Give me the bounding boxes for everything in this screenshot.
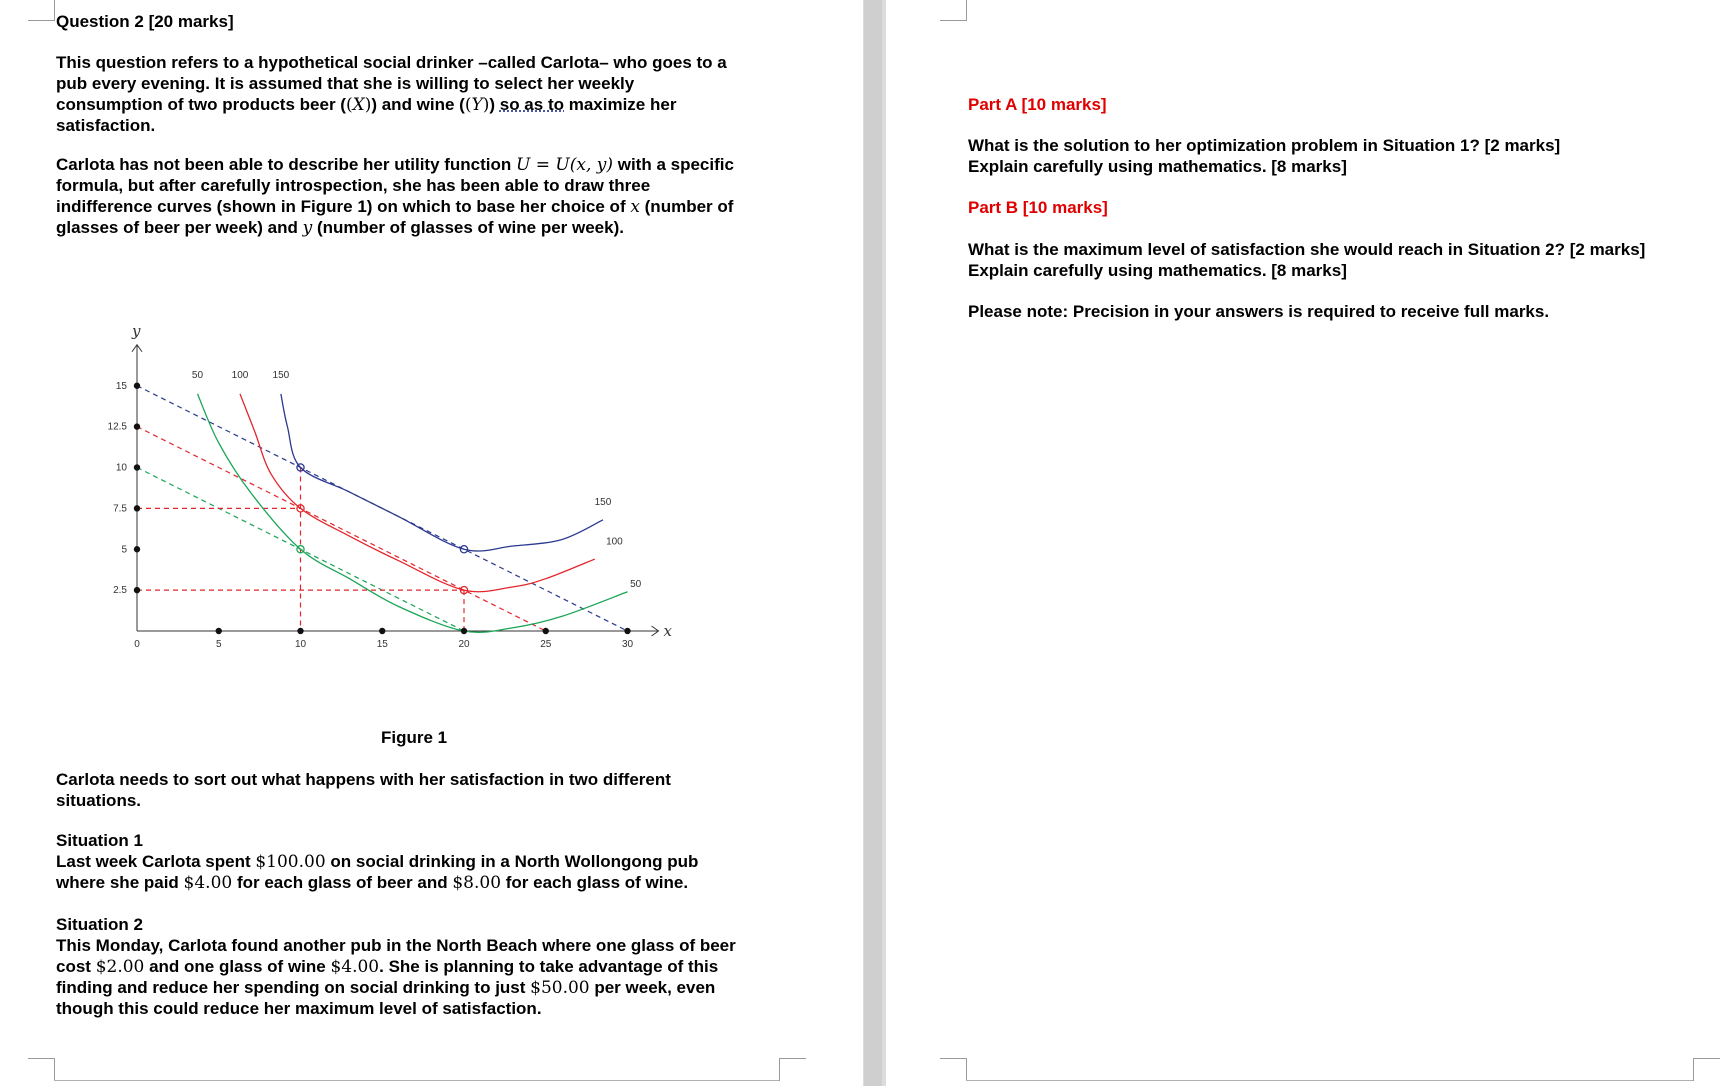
page-bottom-border — [966, 1080, 1693, 1081]
curve-label-top: 50 — [191, 369, 204, 381]
x-tick-label: 0 — [134, 639, 140, 650]
x-tick-label: 10 — [294, 639, 307, 650]
margin-corner-mark — [940, 0, 967, 21]
figure-1-chart — [80, 305, 720, 665]
para2-line-2: formula, but after carefully introspection, she has been able to draw three — [56, 176, 651, 195]
x-axis-dot — [379, 628, 385, 634]
question-title: Question 2 [20 marks] — [56, 12, 234, 31]
scrollbar-track[interactable] — [864, 0, 882, 1086]
para2-line-4: glasses of beer per week) and y (number of glasses of wine per week). — [56, 218, 624, 238]
y-tick-label: 2.5 — [113, 585, 127, 597]
intro-line-4: satisfaction. — [56, 116, 156, 135]
y-axis-dot — [134, 423, 140, 429]
situation2-line-3: finding and reduce her spending on social drinking to just $50.00 per week, even — [56, 978, 716, 998]
y-tick-label: 15 — [115, 380, 127, 392]
y-axis-dot — [134, 464, 140, 470]
situation1-title: Situation 1 — [56, 831, 143, 850]
document-page-right — [886, 0, 1723, 1086]
para2-line-1: Carlota has not been able to describe her utility function U = U(x, y) with a specific — [56, 155, 734, 175]
curve-label-right: 100 — [606, 536, 623, 548]
x-axis-dot — [461, 628, 467, 634]
y-tick-label: 5 — [121, 544, 127, 556]
margin-corner-mark — [940, 1058, 967, 1081]
y-axis-dot — [134, 587, 140, 593]
partB-instruction: Explain carefully using mathematics. [8 marks] — [968, 261, 1347, 280]
situation1-line-2: where she paid $4.00 for each glass of beer and $8.00 for each glass of wine. — [56, 873, 689, 893]
curve-label-top: 150 — [272, 369, 290, 381]
x-axis-dot — [624, 628, 630, 634]
situation2-line-1: This Monday, Carlota found another pub in the North Beach where one glass of beer — [56, 936, 736, 955]
x-axis-dot — [543, 628, 549, 634]
x-axis-dot — [297, 628, 303, 634]
x-axis-label: x — [663, 622, 672, 640]
partB-question: What is the maximum level of satisfaction she would reach in Situation 2? [2 marks] — [968, 240, 1646, 259]
indifference-curve-50 — [197, 394, 627, 632]
x-tick-label: 25 — [540, 639, 552, 650]
indifference-curve-150 — [281, 394, 603, 551]
y-axis-dot — [134, 546, 140, 552]
para3-line-1: Carlota needs to sort out what happens with her satisfaction in two different — [56, 770, 671, 789]
para3-line-2: situations. — [56, 791, 142, 810]
situation2-line-4: though this could reduce her maximum level of satisfaction. — [56, 999, 542, 1018]
figure-caption: Figure 1 — [381, 728, 448, 747]
partA-question: What is the solution to her optimization problem in Situation 1? [2 marks] — [968, 136, 1561, 155]
x-tick-label: 5 — [215, 639, 222, 650]
y-tick-label: 12.5 — [107, 421, 127, 433]
precision-note: Please note: Precision in your answers is required to receive full marks. — [968, 302, 1550, 321]
y-axis-dot — [134, 383, 140, 389]
situation2-title: Situation 2 — [56, 915, 143, 934]
y-axis-label: y — [132, 321, 141, 340]
grammar-underline: so as to — [499, 95, 564, 114]
curve-label-top: 100 — [231, 369, 249, 381]
curve-label-right: 50 — [630, 578, 642, 590]
x-tick-label: 30 — [621, 639, 634, 650]
curve-label-right: 150 — [594, 497, 612, 509]
budget-line-red — [137, 427, 546, 631]
para2-line-3: indifference curves (shown in Figure 1) on which to base her choice of x (number of — [56, 197, 734, 217]
situation1-line-1: Last week Carlota spent $100.00 on social drinking in a North Wollongong pub — [56, 852, 699, 872]
x-tick-label: 20 — [458, 639, 470, 650]
partB-title: Part B [10 marks] — [968, 198, 1108, 217]
page-bottom-border — [54, 1080, 779, 1081]
margin-corner-mark — [1693, 1058, 1720, 1081]
margin-corner-mark — [28, 0, 55, 21]
indifference-curve-100 — [240, 394, 595, 592]
intro-line-3: consumption of two products beer ((X)) and wine ((Y)) so as to maximize her — [56, 95, 677, 115]
partA-title: Part A [10 marks] — [968, 95, 1107, 114]
margin-corner-mark — [779, 1058, 806, 1081]
y-tick-label: 10 — [115, 462, 127, 474]
partA-instruction: Explain carefully using mathematics. [8 marks] — [968, 157, 1347, 176]
intro-line-2: pub every evening. It is assumed that she is willing to select her weekly — [56, 74, 635, 93]
x-tick-label: 15 — [376, 639, 388, 650]
margin-corner-mark — [28, 1058, 55, 1081]
y-tick-label: 7.5 — [113, 503, 127, 515]
x-axis-dot — [216, 628, 222, 634]
intro-line-1: This question refers to a hypothetical social drinker –called Carlota– who goes to a — [56, 53, 727, 72]
situation2-line-2: cost $2.00 and one glass of wine $4.00. She is planning to take advantage of this — [56, 957, 719, 977]
y-axis-dot — [134, 505, 140, 511]
